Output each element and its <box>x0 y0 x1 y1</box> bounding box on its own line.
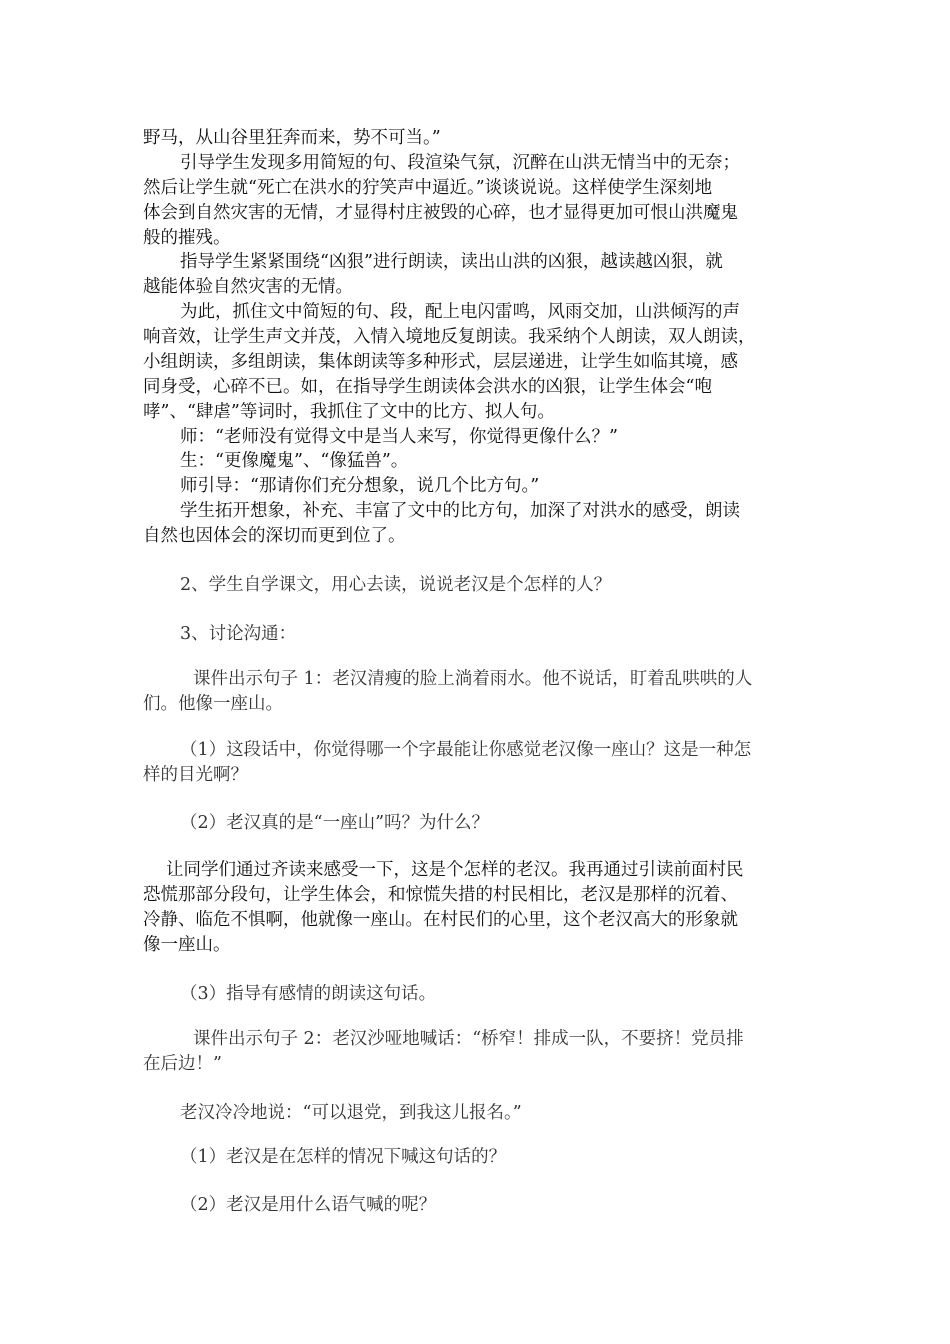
text-line: 2、学生自学课文，用心去读，说说老汉是个怎样的人？ <box>180 575 612 595</box>
text-line: 恐慌那部分段句，让学生体会，和惊慌失措的村民相比，老汉是那样的沉着、 <box>143 885 738 905</box>
text-line: （1）老汉是在怎样的情况下喊这句话的？ <box>180 1147 507 1167</box>
text-line: 师引导：“那请你们充分想象，说几个比方句。” <box>180 476 540 496</box>
text-line: 哮”、“肆虐”等词时，我抓住了文中的比方、拟人句。 <box>143 402 555 422</box>
text-line: 响音效，让学生声文并茂，入情入境地反复朗读。我采纳个人朗读，双人朗读， <box>143 327 756 347</box>
text-line: （2）老汉是用什么语气喊的呢？ <box>180 1195 437 1215</box>
text-line: 然后让学生就“死亡在洪水的狞笑声中逼近。”谈谈说说。这样使学生深刻地 <box>143 178 713 198</box>
text-line: 3、讨论沟通： <box>180 624 297 644</box>
text-line: 像一座山。 <box>143 935 231 955</box>
text-line: 体会到自然灾害的无情，才显得村庄被毁的心碎，也才显得更加可恨山洪魔鬼 <box>143 203 738 223</box>
text-line: 冷静、临危不惧啊，他就像一座山。在村民们的心里，这个老汉高大的形象就 <box>143 910 738 930</box>
text-line: （1）这段话中，你觉得哪一个字最能让你感觉老汉像一座山？这是一种怎 <box>180 740 752 760</box>
text-line: 样的目光啊？ <box>143 765 248 785</box>
text-line: 老汉冷冷地说：“可以退党，到我这儿报名。” <box>180 1103 522 1123</box>
text-line: 们。他像一座山。 <box>143 694 283 714</box>
text-line: 师：“老师没有觉得文中是当人来写，你觉得更像什么？” <box>180 427 618 447</box>
text-line: 为此，抓住文中简短的句、段，配上电闪雷鸣，风雨交加，山洪倾泻的声 <box>180 302 740 322</box>
text-line: 课件出示句子 1：老汉清瘦的脸上淌着雨水。他不说话，盯着乱哄哄的人 <box>193 669 753 689</box>
text-line: 学生拓开想象，补充、丰富了文中的比方句，加深了对洪水的感受，朗读 <box>180 501 740 521</box>
text-line: 野马，从山谷里狂奔而来，势不可当。” <box>143 128 441 148</box>
text-line: （3）指导有感情的朗读这句话。 <box>180 984 437 1004</box>
text-line: 让同学们通过齐读来感受一下，这是个怎样的老汉。我再通过引读前面村民 <box>166 860 744 880</box>
text-line: 引导学生发现多用简短的句、段渲染气氛，沉醉在山洪无情当中的无奈； <box>180 153 740 173</box>
text-line: 越能体验自然灾害的无情。 <box>143 277 353 297</box>
text-line: 指导学生紧紧围绕“凶狠”进行朗读，读出山洪的凶狠，越读越凶狠，就 <box>180 252 723 272</box>
text-line: 自然也因体会的深切而更到位了。 <box>143 526 406 546</box>
text-line: 在后边！” <box>143 1054 222 1074</box>
text-line: 生：“更像魔鬼”、“像猛兽”。 <box>180 451 409 471</box>
text-line: 小组朗读，多组朗读，集体朗读等多种形式，层层递进，让学生如临其境，感 <box>143 352 738 372</box>
text-line: （2）老汉真的是“一座山”吗？为什么？ <box>180 813 490 833</box>
text-line: 同身受，心碎不已。如，在指导学生朗读体会洪水的凶狠，让学生体会“咆 <box>143 377 712 397</box>
text-line: 般的摧残。 <box>143 228 231 248</box>
text-line: 课件出示句子 2：老汉沙哑地喊话：“桥窄！排成一队，不要挤！党员排 <box>193 1029 744 1049</box>
